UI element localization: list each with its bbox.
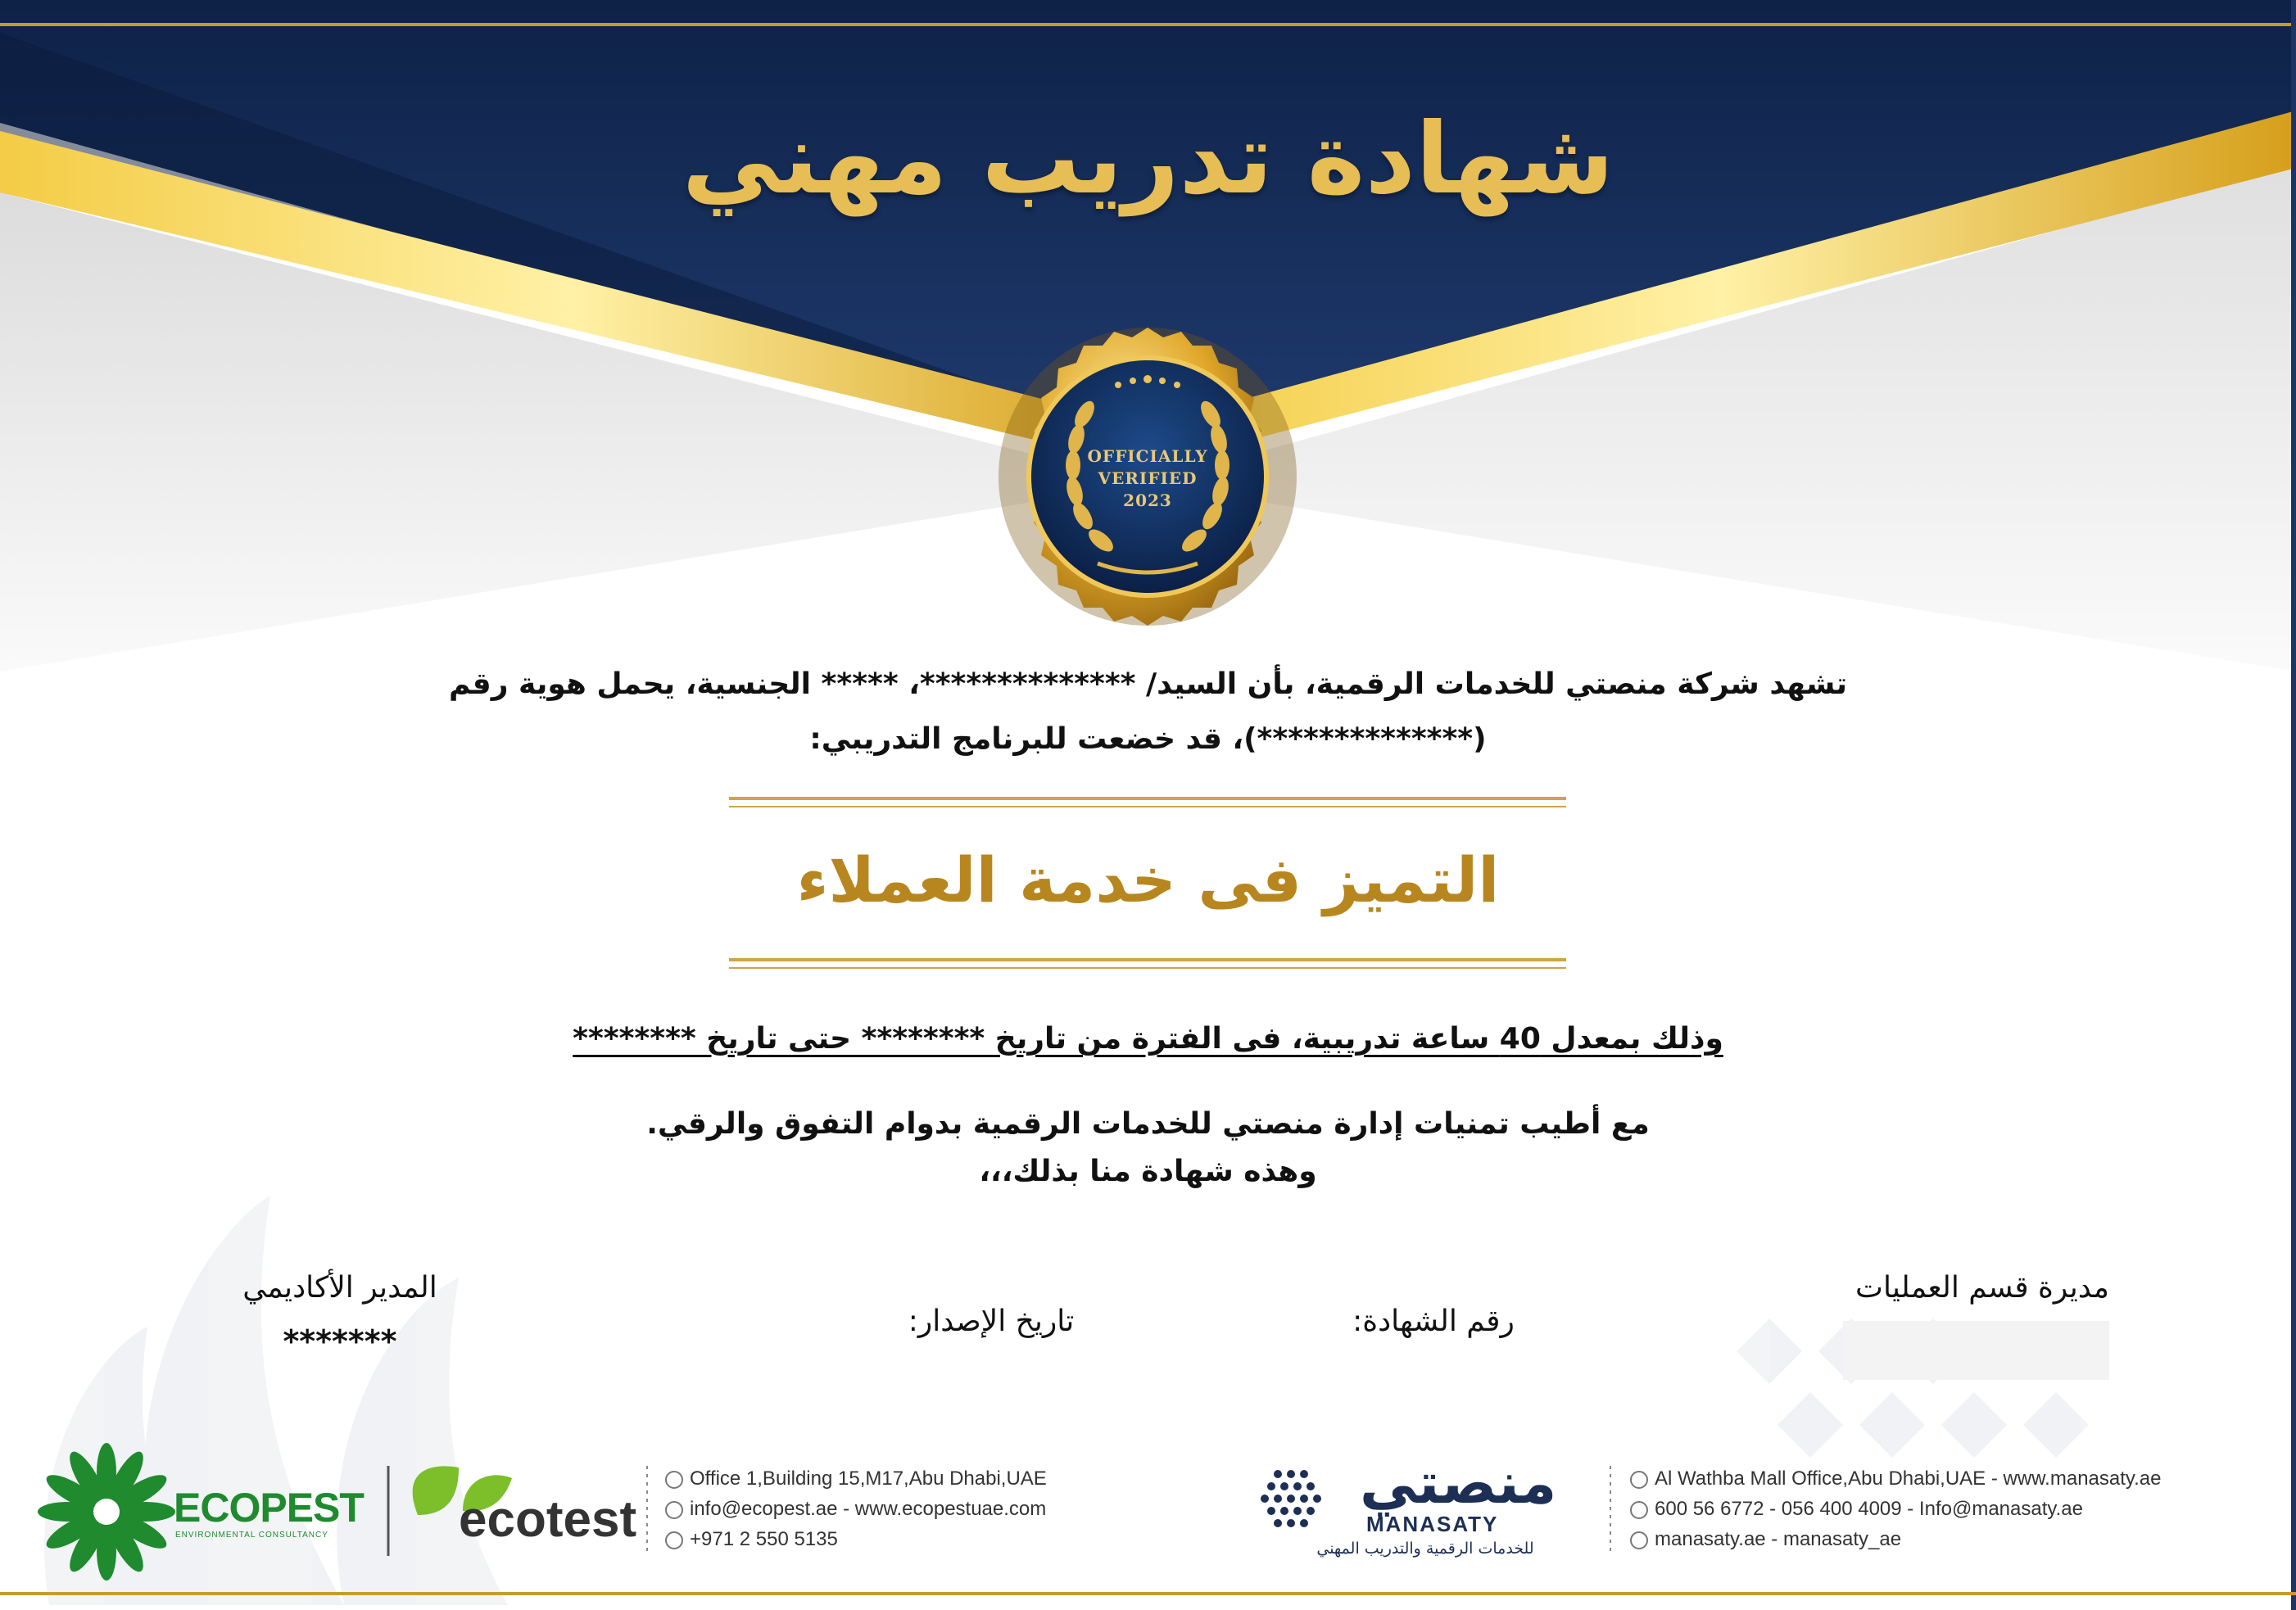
manasaty-name: MANASATY [1366, 1512, 1499, 1536]
certificate-title: شهادة تدريب مهني [682, 102, 1614, 216]
ecopest-address [665, 1468, 1047, 1490]
phone-icon [665, 1531, 683, 1549]
hours-line: وذلك بمعدل 40 ساعة تدريبية، فى الفترة من تاريخ ******** حتى تاريخ ******** [573, 1022, 1723, 1056]
manasaty-phone-text[interactable]: 600 56 6772 - 056 400 4009 - Info@manasaty.ae [1655, 1498, 2083, 1520]
ecopest-phone [665, 1528, 838, 1551]
ecopest-contact-text[interactable]: info@ecopest.ae - www.ecopestuae.com [690, 1498, 1047, 1520]
operations-manager-label: مديرة قسم العمليات [1855, 1271, 2109, 1305]
manasaty-social-text[interactable]: manasaty.ae - manasaty_ae [1655, 1528, 1902, 1550]
academic-director-value: ******* [283, 1323, 397, 1359]
issue-date-label: تاريخ الإصدار: [908, 1305, 1075, 1338]
ecopest-tagline: ENVIRONMENTAL CONSULTANCY [175, 1531, 328, 1540]
wishes-line-2: وهذه شهادة منا بذلك،،، [979, 1155, 1317, 1188]
social-icon [1630, 1531, 1648, 1549]
seal-line-officially: OFFICIALLY [1087, 446, 1208, 466]
location-icon [1630, 1471, 1648, 1489]
hours-line-wrapper [0, 1022, 2296, 1056]
phone-icon [1630, 1501, 1648, 1519]
manasaty-social [1630, 1528, 1901, 1551]
manasaty-address [1630, 1468, 2161, 1490]
location-icon [665, 1471, 683, 1489]
ecopest-phone-text: +971 2 550 5135 [690, 1528, 838, 1550]
ecopest-contact [665, 1498, 1046, 1521]
certificate-number-label: رقم الشهادة: [1352, 1305, 1515, 1338]
manasaty-address-text[interactable]: Al Wathba Mall Office,Abu Dhabi,UAE - www.manasaty.ae [1655, 1468, 2162, 1490]
email-icon [665, 1501, 683, 1519]
manasaty-arabic-name: منصتي [1360, 1449, 1557, 1517]
statement-line-2: (**************)، قد خضعت للبرنامج التدريبي: [809, 722, 1487, 756]
ecopest-name: ECOPEST [174, 1485, 364, 1531]
academic-director-label: المدير الأكاديمي [242, 1271, 437, 1305]
ecotest-text: ecotest [459, 1491, 637, 1548]
manasaty-tagline: للخدمات الرقمية والتدريب المهني [1316, 1540, 1534, 1558]
ecopest-address-text: Office 1,Building 15,M17,Abu Dhabi,UAE [690, 1468, 1047, 1490]
statement-line-1: تشهد شركة منصتي للخدمات الرقمية، بأن السيد/ **************، ***** الجنسية، يحمل هوية رقم [448, 667, 1848, 701]
wishes-line-1: مع أطيب تمنيات إدارة منصتي للخدمات الرقمية بدوام التفوق والرقي. [646, 1107, 1650, 1141]
program-title: التميز فى خدمة العملاء [796, 843, 1500, 916]
ecotest-name [459, 1490, 636, 1549]
manasaty-phone [1630, 1498, 2083, 1521]
seal-line-verified: VERIFIED [1098, 468, 1198, 488]
seal-line-year: 2023 [1123, 491, 1172, 510]
